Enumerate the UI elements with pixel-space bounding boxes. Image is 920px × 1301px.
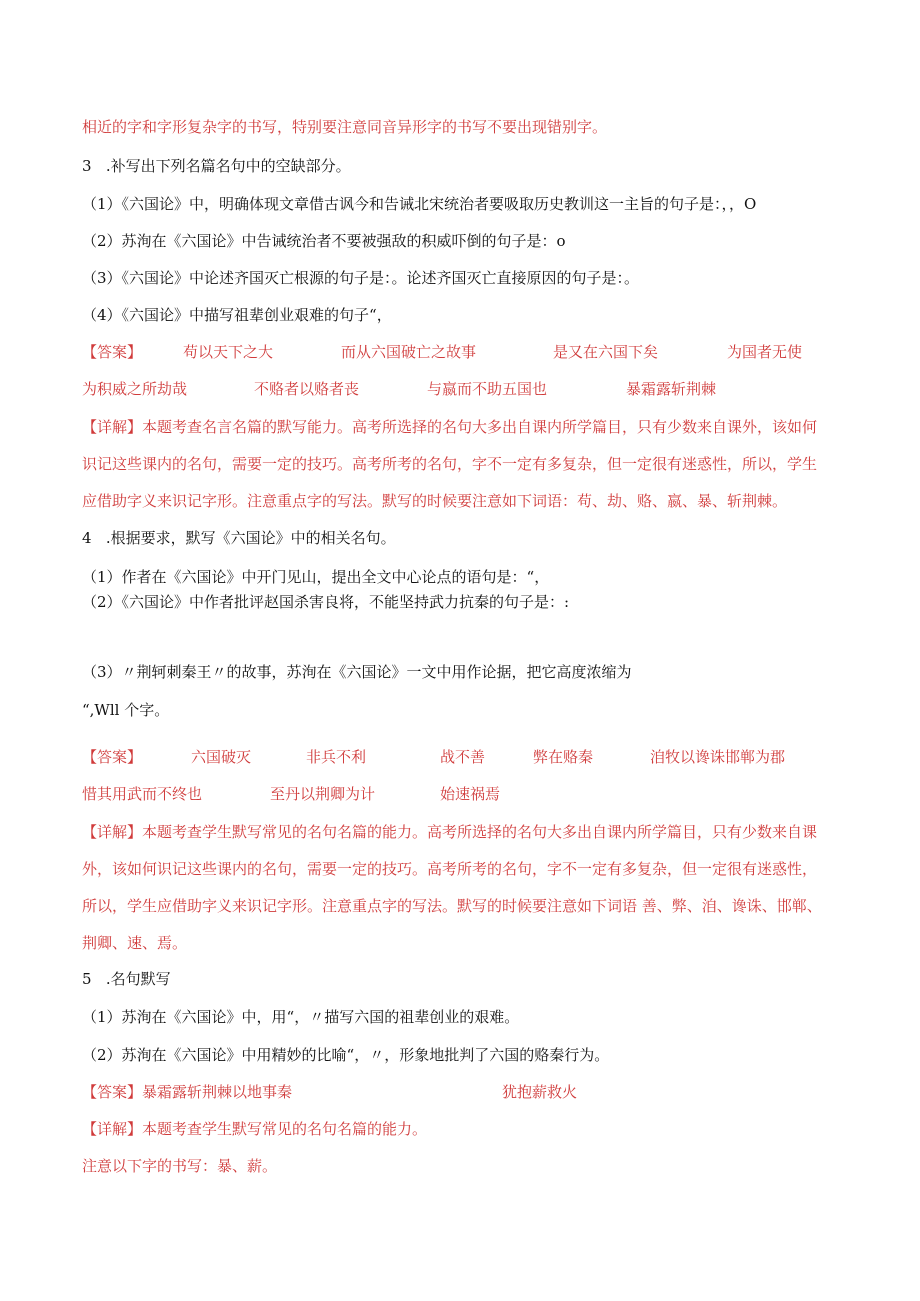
q4-answer: 始速祸焉	[440, 785, 501, 803]
q5-note: 注意以下字的书写：暴、薪。	[82, 1157, 278, 1175]
q4-answer: 弊在赂秦	[533, 748, 594, 766]
q4-answer: 非兵不利	[306, 748, 367, 766]
q3-answer: 不赂者以赂者丧	[254, 380, 360, 398]
q4-answer: 六国破灭	[191, 748, 252, 766]
q3-answer: 为国者无使	[727, 343, 803, 361]
q5-answer: 暴霜露斩荆棘以地事秦	[142, 1083, 293, 1101]
q5-item-2: （2）苏洵在《六国论》中用精妙的比喻“，〃，形象地批判了六国的赂秦行为。	[82, 1046, 610, 1064]
q3-answer: 是又在六国下矣	[553, 343, 659, 361]
q3-item-2: （2）苏洵在《六国论》中告诫统治者不要被强敌的积威吓倒的句子是：o	[82, 232, 566, 250]
q3-title: 3 .补写出下列名篇名句中的空缺部分。	[82, 157, 351, 175]
q3-answer: 为积威之所劫哉	[82, 380, 188, 398]
q4-detail-line-4: 荆卿、速、焉。	[82, 934, 188, 952]
q4-item-4: “,Wll 个字。	[82, 701, 170, 719]
q4-detail-line-2: 外，该如何识记这些课内的名句，需要一定的技巧。高考所考的名句，字不一定有多复杂，但一定很有迷惑性，	[82, 860, 818, 878]
q3-detail-line-2: 识记这些课内的名句，需要一定的技巧。高考所考的名句，字不一定有多复杂，但一定很有迷惑性，所以，学生	[82, 455, 818, 473]
q4-answer: 洎牧以谗诛邯郸为郡	[650, 748, 786, 766]
q4-title: 4 .根据要求，默写《六国论》中的相关名句。	[82, 529, 396, 547]
q4-answer: 战不善	[440, 748, 486, 766]
q3-detail-line-3: 应借助字义来识记字形。注意重点字的写法。默写的时候要注意如下词语：苟、劫、赂、嬴、暴、斩荆棘。	[82, 492, 788, 510]
q5-item-1: （1）苏洵在《六国论》中，用“，〃描写六国的祖辈创业的艰难。	[82, 1008, 520, 1026]
q3-detail-line-1	[82, 416, 817, 438]
q4-detail-line-3: 所以，学生应借助字义来识记字形。注意重点字的写法。默写的时候要注意如下词语 善、弊、洎、谗诛、邯郸、	[82, 897, 822, 915]
q4-answer: 至丹以荆卿为计	[270, 785, 376, 803]
q5-answer: 犹抱薪救火	[502, 1083, 578, 1101]
q4-answer: 惜其用武而不终也	[82, 785, 203, 803]
q3-detail-label: 【详解】	[82, 418, 143, 436]
q3-item-1: （1）《六国论》中，明确体现文章借古讽今和告诫北宋统治者要吸取历史教训这一主旨的句子是：，，O	[82, 195, 757, 213]
q5-answer-line	[82, 1081, 292, 1103]
q5-answer-label: 【答案】	[82, 1083, 143, 1101]
q4-item-2: （2）《六国论》中作者批评赵国杀害良将，不能坚持武力抗秦的句子是：:	[82, 593, 570, 611]
q3-detail-text: 本题考查名言名篇的默写能力。高考所选择的名句大多出自课内所学篇目，只有少数来自课外，该如何	[142, 418, 818, 436]
q3-item-3: （3）《六国论》中论述齐国灭亡根源的句子是：。论述齐国灭亡直接原因的句子是：。	[82, 269, 640, 287]
q5-detail-line	[82, 1118, 427, 1140]
q3-answer-label: 【答案】	[82, 343, 143, 361]
q4-item-3: （3）〃荆轲刺秦王〃的故事，苏洵在《六国论》一文中用作论据，把它高度浓缩为	[82, 663, 632, 681]
q5-detail-text: 本题考查学生默写常见的名句名篇的能力。	[142, 1120, 428, 1138]
q4-answer-label: 【答案】	[82, 748, 143, 766]
q4-item-1: （1）作者在《六国论》中开门见山，提出全文中心论点的语句是：“，	[82, 568, 550, 586]
intro-note: 相近的字和字形复杂字的书写，特别要注意同音异形字的书写不要出现错别字。	[82, 118, 608, 136]
q3-answer: 暴霜露斩荆棘	[626, 380, 717, 398]
q3-item-4: （4）《六国论》中描写祖辈创业艰难的句子“，	[82, 306, 392, 324]
q3-answer: 而从六国破亡之故事	[341, 343, 477, 361]
q3-answer: 与嬴而不助五国也	[427, 380, 548, 398]
q4-detail-line-1	[82, 821, 817, 843]
q3-answer: 苟以天下之大	[183, 343, 274, 361]
q4-detail-text: 本题考查学生默写常见的名句名篇的能力。高考所选择的名句大多出自课内所学篇目，只有少数来自课	[142, 823, 818, 841]
q4-detail-label: 【详解】	[82, 823, 143, 841]
q5-detail-label: 【详解】	[82, 1120, 143, 1138]
q5-title: 5 .名句默写	[82, 970, 171, 988]
